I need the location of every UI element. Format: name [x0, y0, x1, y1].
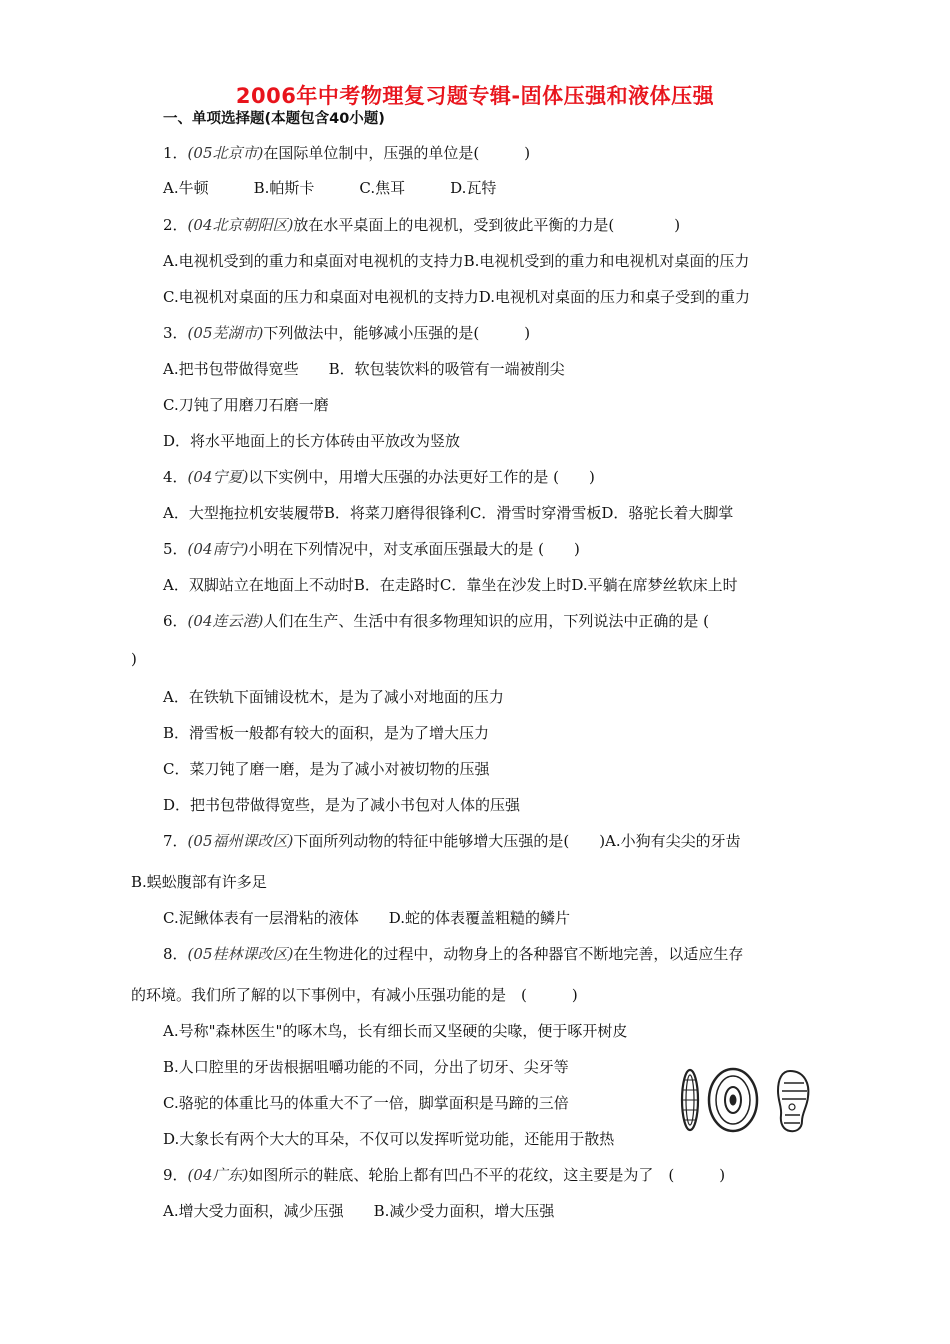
text-line	[163, 503, 733, 523]
question-source: (05北京市)	[187, 144, 264, 162]
question-source: (04连云港)	[187, 612, 264, 630]
question-number: 9．	[163, 1166, 188, 1184]
line-text: B．滑雪板一般都有较大的面积，是为了增大压力	[163, 724, 490, 742]
line-text: 在生物进化的过程中，动物身上的各种器官不断地完善，以适应生存	[293, 945, 744, 963]
line-text: C.电视机对桌面的压力和桌面对电视机的支持力D.电视机对桌面的压力和桌子受到的重力	[163, 288, 750, 306]
question-source: (05福州课改区)	[187, 832, 294, 850]
line-text: A.电视机受到的重力和桌面对电视机的支持力B.电视机受到的重力和电视机对桌面的压力	[163, 252, 750, 270]
section-heading: 一、单项选择题(本题包含40小题)	[163, 111, 385, 127]
question-source: (04宁夏)	[187, 468, 249, 486]
line-text: C.骆驼的体重比马的体重大不了一倍，脚掌面积是马蹄的三倍	[163, 1094, 569, 1112]
question-line	[163, 611, 709, 631]
text-line	[163, 1021, 627, 1041]
line-text: A.号称"森林医生"的啄木鸟，长有细长而又坚硬的尖喙，便于啄开树皮	[163, 1022, 628, 1040]
question-source: (04广东)	[187, 1166, 249, 1184]
question-source: (05芜湖市)	[187, 324, 264, 342]
question-line	[163, 539, 580, 559]
question-number: 8．	[163, 945, 188, 963]
text-line	[163, 395, 329, 415]
question-line	[163, 143, 530, 163]
line-text: B.蜈蚣腹部有许多足	[131, 873, 267, 891]
line-text: C.刀钝了用磨刀石磨一磨	[163, 396, 329, 414]
question-source: (04南宁)	[187, 540, 249, 558]
line-text: 在国际单位制中，压强的单位是( )	[263, 144, 531, 162]
text-line	[163, 1057, 569, 1077]
text-line	[163, 1201, 554, 1221]
line-text: A．双脚站立在地面上不动时B．在走路时C．靠坐在沙发上时D.平躺在席梦丝软床上时	[163, 576, 738, 594]
line-text: D.大象长有两个大大的耳朵，不仅可以发挥听觉功能，还能用于散热	[163, 1130, 615, 1148]
question-line	[163, 323, 530, 343]
text-line	[163, 723, 489, 743]
question-number: 7．	[163, 832, 188, 850]
line-text: 人们在生产、生活中有很多物理知识的应用，下列说法中正确的是 (	[263, 612, 709, 630]
tire-front-icon	[709, 1069, 757, 1131]
text-line	[163, 431, 460, 451]
line-text: 下列做法中，能够减小压强的是( )	[263, 324, 531, 342]
question-line	[163, 831, 741, 851]
text-line	[163, 1129, 614, 1149]
line-text: C.泥鳅体表有一层滑粘的液体 D.蛇的体表覆盖粗糙的鳞片	[163, 909, 570, 927]
text-line	[163, 795, 520, 815]
question-number: 1．	[163, 144, 188, 162]
text-line	[163, 287, 750, 307]
line-text: A.增大受力面积，减少压强 B.减少受力面积，增大压强	[163, 1202, 555, 1220]
question-line	[163, 467, 595, 487]
line-text: A.牛顿 B.帕斯卡 C.焦耳 D.瓦特	[163, 179, 497, 197]
line-text: 如图所示的鞋底、轮胎上都有凹凸不平的花纹，这主要是为了 ( )	[248, 1166, 726, 1184]
question-line	[163, 1165, 725, 1185]
question-source: (05桂林课改区)	[187, 945, 294, 963]
text-line	[163, 359, 565, 379]
text-line	[163, 759, 489, 779]
question-source: (04北京朝阳区)	[187, 216, 294, 234]
text-line	[163, 251, 749, 271]
line-text: 以下实例中，用增大压强的办法更好工作的是 ( )	[248, 468, 595, 486]
tread-pattern-figure	[678, 1065, 813, 1135]
question-line	[163, 215, 680, 235]
line-text: 小明在下列情况中，对支承面压强最大的是 ( )	[248, 540, 580, 558]
line-text: B.人口腔里的牙齿根据咀嚼功能的不同，分出了切牙、尖牙等	[163, 1058, 569, 1076]
shoe-sole-icon	[778, 1071, 808, 1131]
text-line	[163, 178, 496, 198]
line-text: D．把书包带做得宽些，是为了减小书包对人体的压强	[163, 796, 521, 814]
line-text: 的环境。我们所了解的以下事例中，有减小压强功能的是 ( )	[131, 986, 578, 1004]
text-line	[163, 687, 504, 707]
line-text: D．将水平地面上的长方体砖由平放改为竖放	[163, 432, 461, 450]
question-number: 5．	[163, 540, 188, 558]
page-title: 2006年中考物理复习题专辑-固体压强和液体压强	[235, 84, 715, 108]
text-line	[131, 872, 267, 892]
line-text: A．大型拖拉机安装履带B．将菜刀磨得很锋利C．滑雪时穿滑雪板D．骆驼长着大脚掌	[163, 504, 734, 522]
question-number: 6．	[163, 612, 188, 630]
line-text: )	[131, 650, 137, 668]
line-text: C．菜刀钝了磨一磨，是为了减小对被切物的压强	[163, 760, 490, 778]
line-text: 放在水平桌面上的电视机，受到彼此平衡的力是( )	[293, 216, 681, 234]
question-number: 2．	[163, 216, 188, 234]
text-line	[131, 985, 578, 1005]
question-number: 3．	[163, 324, 188, 342]
line-text: A．在铁轨下面铺设枕木，是为了减小对地面的压力	[163, 688, 504, 706]
text-line	[163, 908, 570, 928]
question-line	[163, 944, 743, 964]
text-line	[131, 649, 137, 669]
tire-side-icon	[682, 1070, 698, 1130]
question-number: 4．	[163, 468, 188, 486]
line-text: A.把书包带做得宽些 B．软包装饮料的吸管有一端被削尖	[163, 360, 565, 378]
line-text: 下面所列动物的特征中能够增大压强的是( )A.小狗有尖尖的牙齿	[293, 832, 741, 850]
text-line	[163, 575, 738, 595]
text-line	[163, 1093, 569, 1113]
